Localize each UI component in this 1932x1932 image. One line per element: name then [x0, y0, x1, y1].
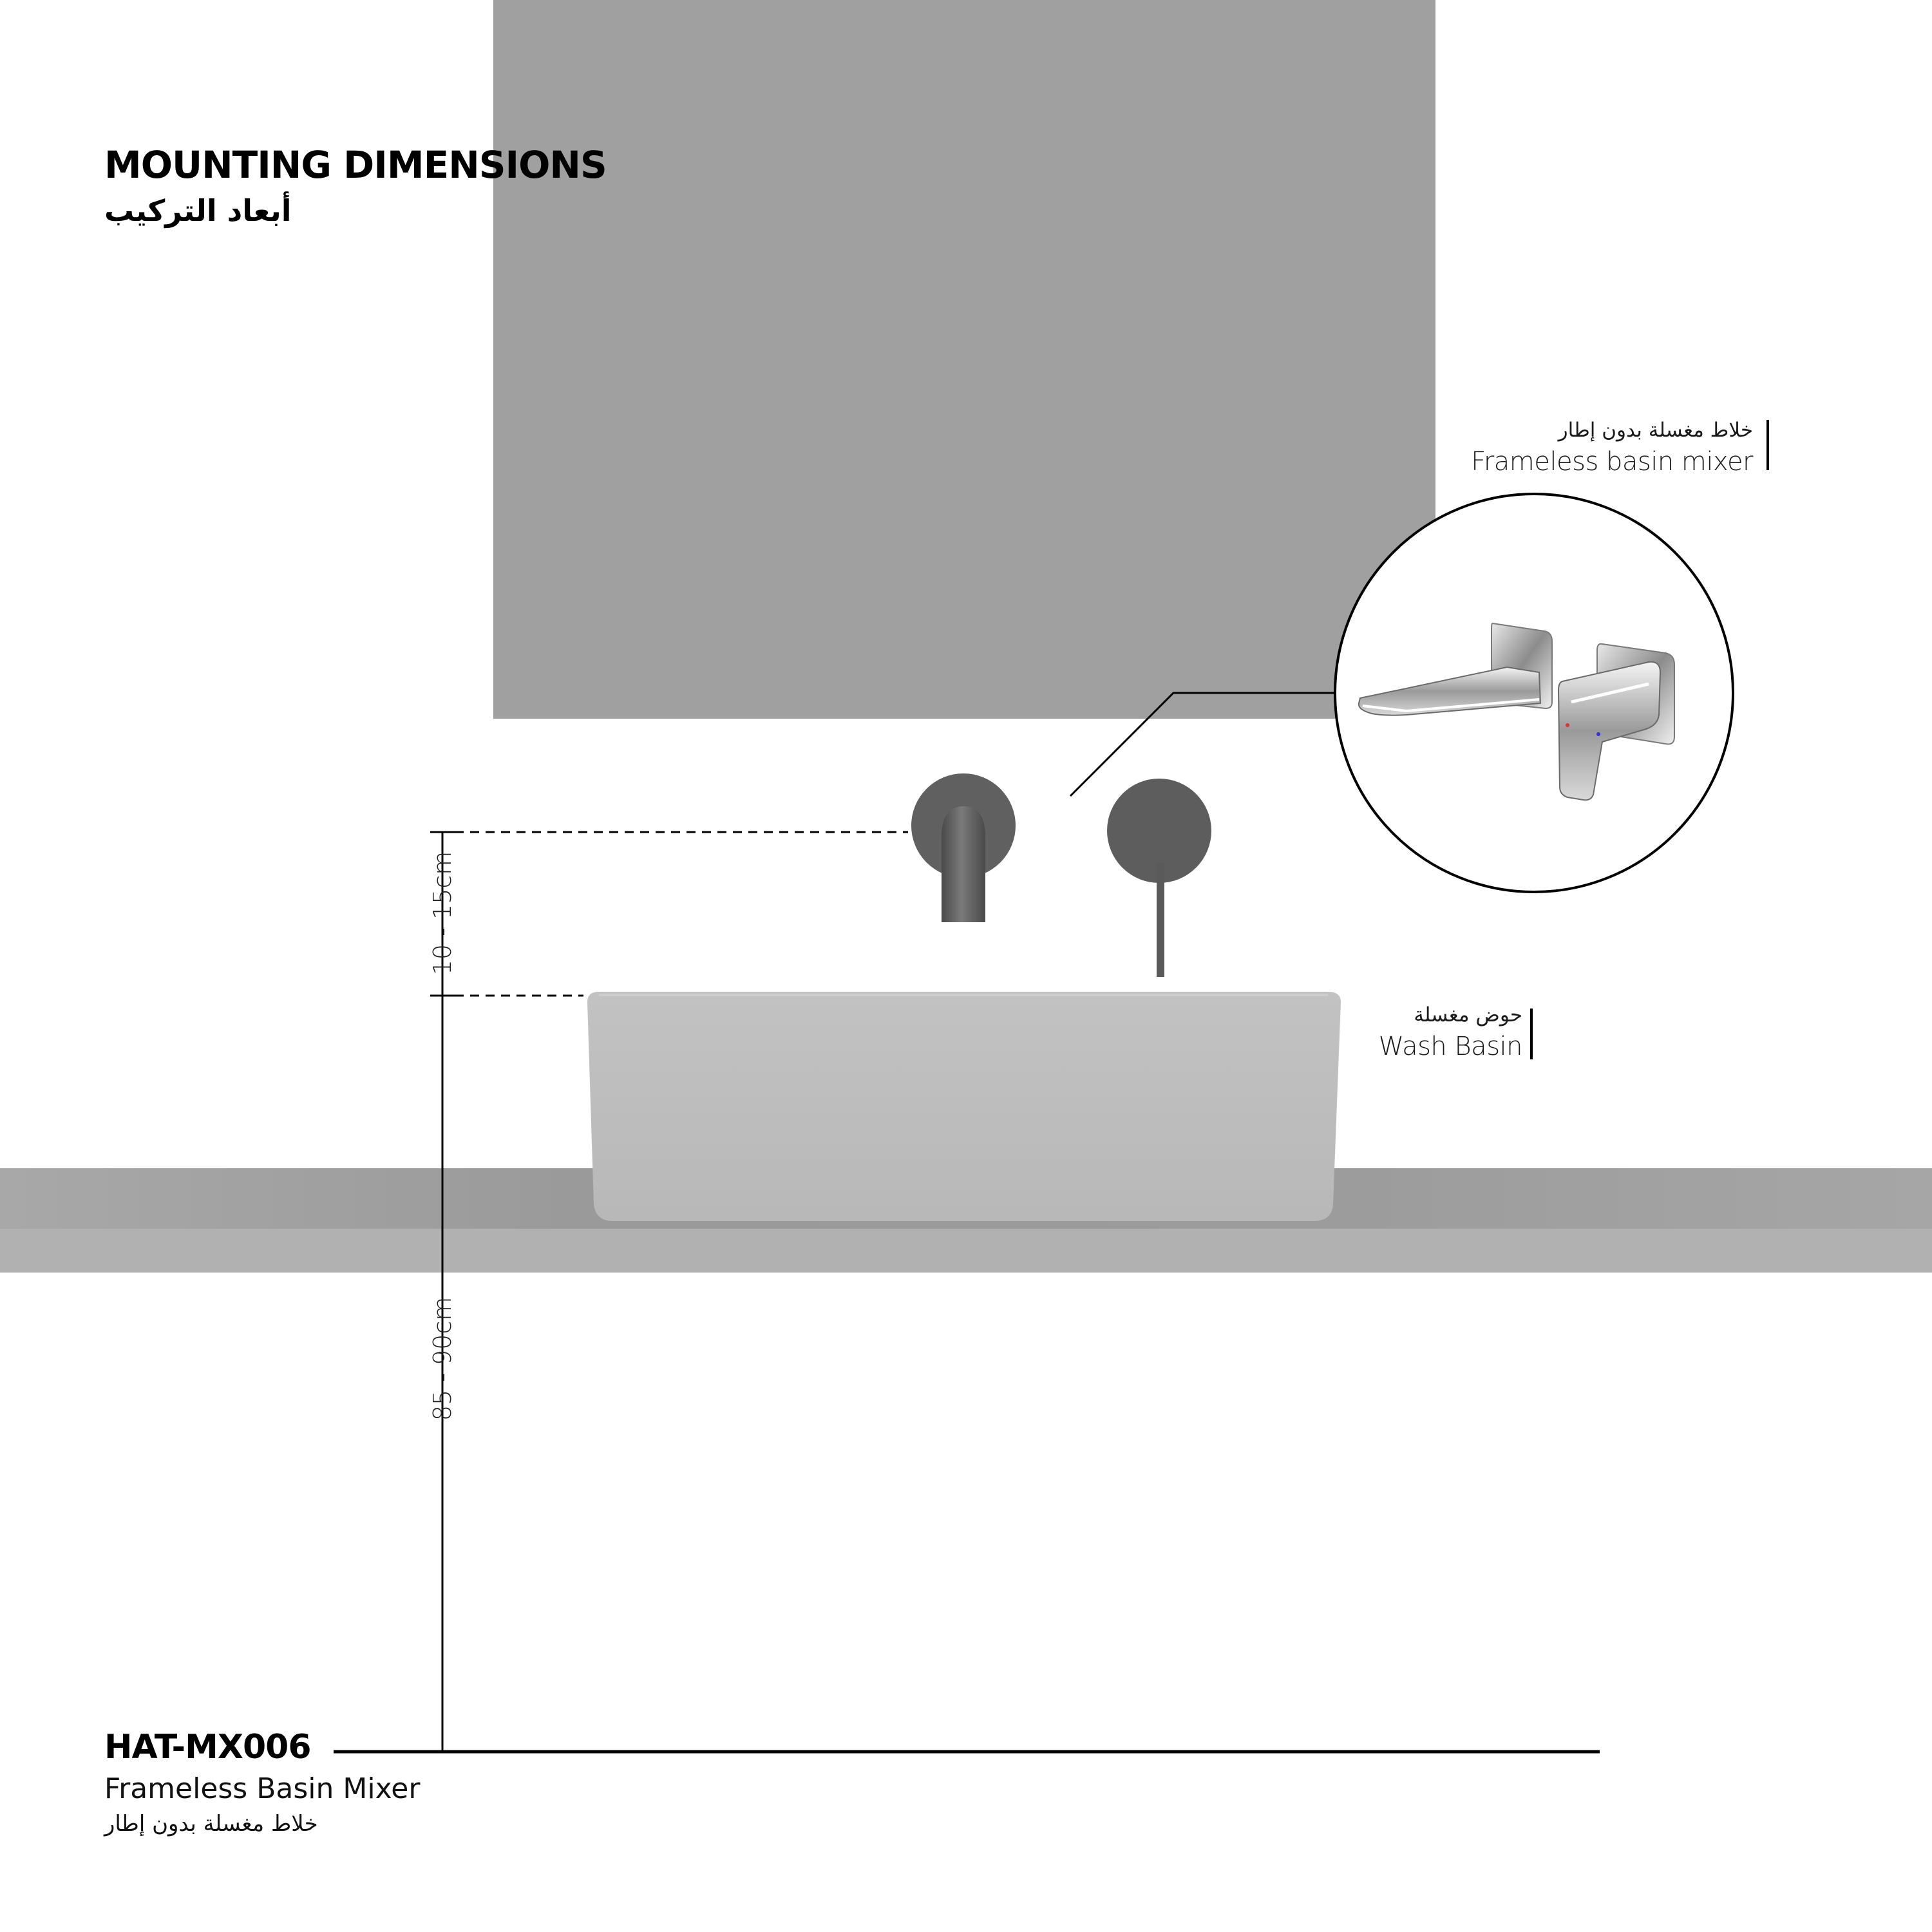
mirror-panel — [493, 0, 1435, 719]
wall-mixer — [1107, 779, 1211, 977]
countertop-front — [0, 1229, 1932, 1273]
basin-callout-label-en: Wash Basin — [1378, 1032, 1522, 1061]
mixer-callout — [1471, 416, 1753, 479]
page-title: MOUNTING DIMENSIONS — [104, 143, 607, 187]
mixer-callout-label-ar: خلاط مغسلة بدون إطار — [1558, 419, 1753, 442]
basin-callout — [1379, 1001, 1522, 1064]
product-code: HAT-MX006 — [104, 1728, 311, 1766]
mixer-callout-label-en: Frameless basin mixer — [1471, 447, 1753, 477]
wall-spout — [911, 773, 1016, 922]
dimension-label-spout-height: 10 - 15cm — [428, 851, 457, 976]
product-name-arabic: خلاط مغسلة بدون إطار — [104, 1811, 318, 1837]
product-name: Frameless Basin Mixer — [104, 1772, 421, 1805]
dimension-label-counter-height: 85 - 90cm — [428, 1296, 457, 1421]
wash-basin — [587, 992, 1341, 1221]
basin-callout-label-ar: حوض مغسلة — [1414, 1003, 1522, 1027]
page-title-arabic: أبعاد التركيب — [104, 193, 292, 228]
